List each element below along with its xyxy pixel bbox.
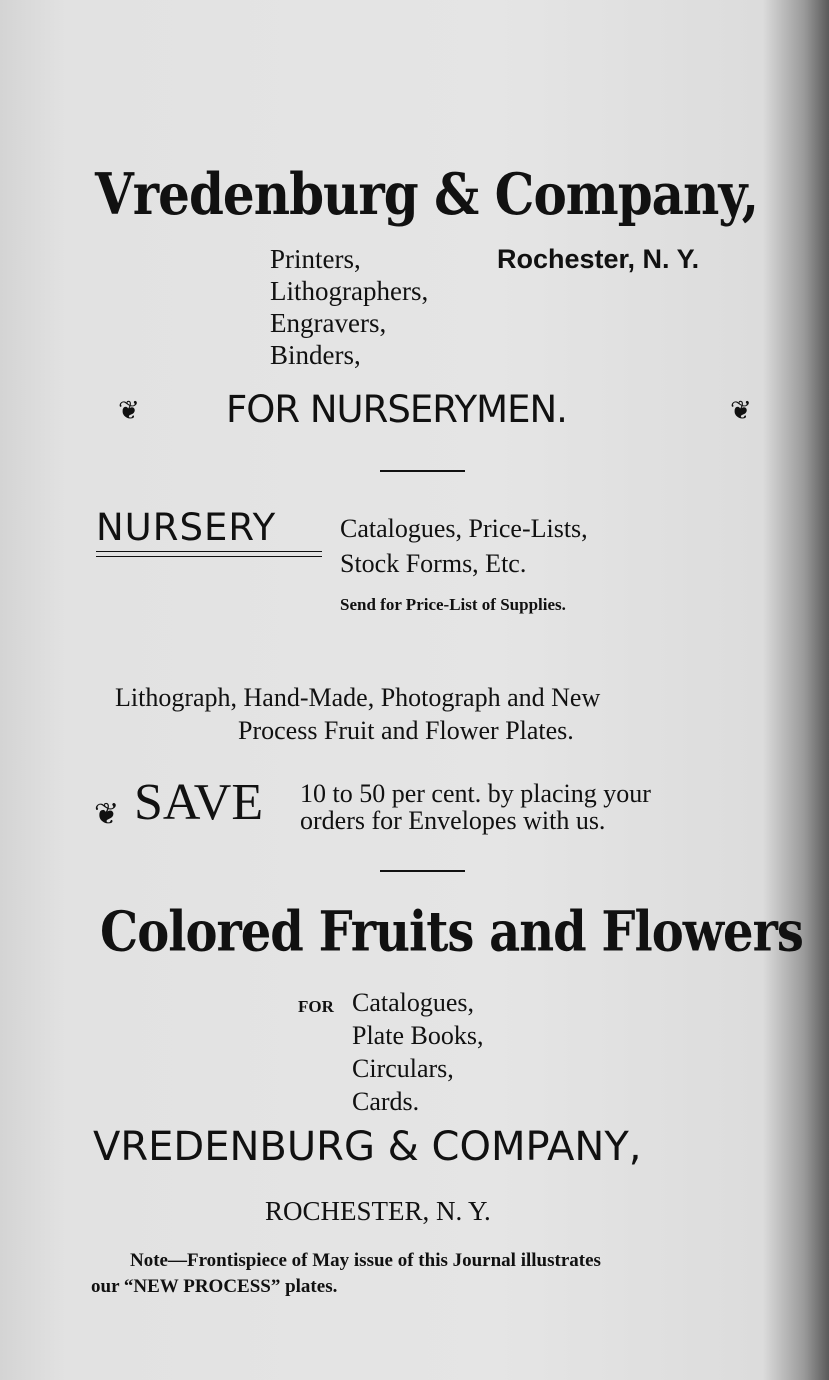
save-word: SAVE [134, 774, 264, 831]
location: Rochester, N. Y. [497, 244, 700, 274]
double-underline [96, 556, 322, 557]
colored-item: Cards. [352, 1087, 420, 1116]
nurserymen-heading: FOR NURSERYMEN. [226, 388, 567, 431]
colored-item: Plate Books, [352, 1021, 484, 1050]
double-underline [96, 551, 322, 552]
colored-item: Circulars, [352, 1054, 454, 1083]
for-label: FOR [298, 997, 334, 1016]
nursery-line-1: Catalogues, Price-Lists, [340, 514, 588, 543]
service-item: Printers, [270, 244, 361, 274]
colored-fruits-title: Colored Fruits and Flowers [100, 900, 803, 965]
save-line-1: 10 to 50 per cent. by placing your [300, 779, 651, 808]
service-item: Lithographers, [270, 276, 429, 306]
footer-note-line-2: our “NEW PROCESS” plates. [91, 1276, 338, 1297]
colored-item: Catalogues, [352, 988, 475, 1017]
divider [380, 470, 465, 472]
leaf-ornament-icon: ❦ [730, 396, 752, 426]
plates-line-2: Process Fruit and Flower Plates. [238, 716, 574, 745]
company-title: Vredenburg & Company, [95, 160, 759, 228]
price-list-note: Send for Price-List of Supplies. [340, 595, 566, 614]
save-line-2: orders for Envelopes with us. [300, 806, 606, 835]
plates-line-1: Lithograph, Hand-Made, Photograph and New [115, 683, 601, 712]
footer-company: VREDENBURG & COMPANY, [93, 1124, 642, 1170]
footer-city: ROCHESTER, N. Y. [265, 1196, 491, 1226]
leaf-ornament-icon: ❦ [94, 797, 120, 832]
divider [380, 870, 465, 872]
nursery-word: NURSERY [96, 506, 277, 549]
service-item: Binders, [270, 340, 361, 370]
nursery-line-2: Stock Forms, Etc. [340, 549, 527, 578]
leaf-ornament-icon: ❦ [118, 396, 140, 426]
services-list [270, 243, 428, 371]
service-item: Engravers, [270, 308, 387, 338]
footer-note-line-1: Note—Frontispiece of May issue of this Journal illustrates [130, 1250, 601, 1271]
colored-items-list [352, 986, 483, 1118]
